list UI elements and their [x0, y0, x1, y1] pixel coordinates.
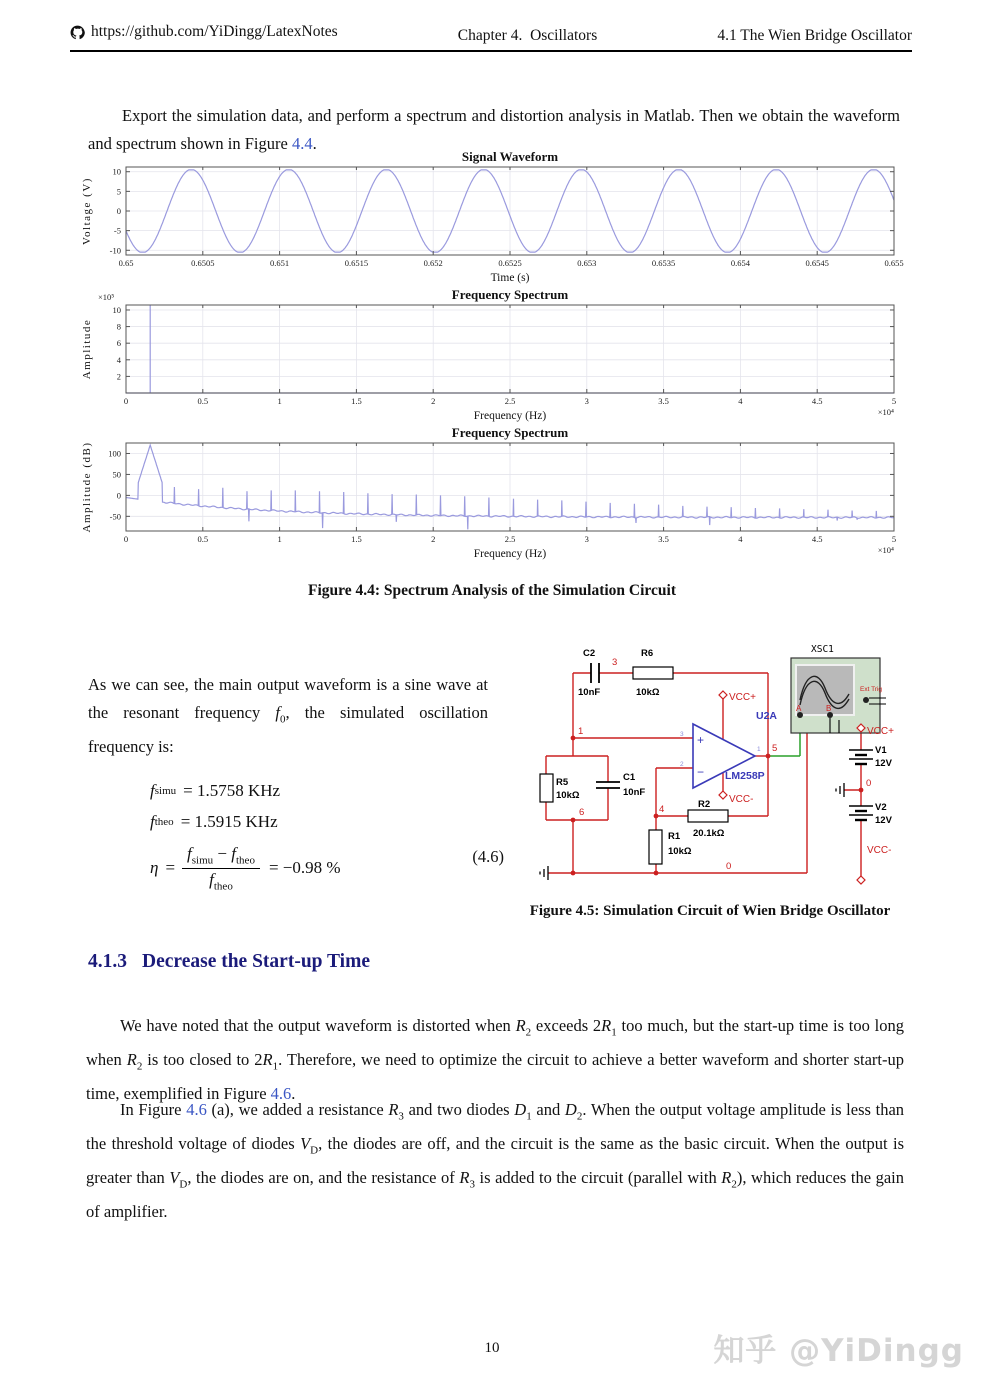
intro-paragraph: Export the simulation data, and perform a spectrum and distortion analysis in Matlab. Then we obtain the waveform and spectrum shown in Figure 4.4. [88, 105, 900, 153]
math-subscript: D [179, 1178, 188, 1191]
r2-label: R2 [698, 799, 711, 810]
svg-text:0.652: 0.652 [423, 258, 443, 268]
node-1: 1 [578, 726, 584, 737]
svg-text:1.5: 1.5 [351, 534, 362, 544]
section-heading [88, 951, 370, 973]
svg-text:4: 4 [738, 534, 743, 544]
vcc-plus-label-supply: VCC+ [867, 726, 894, 737]
theo-subscript: theo [154, 815, 174, 828]
svg-text:6: 6 [116, 338, 121, 349]
math-subscript: 1 [526, 1109, 532, 1122]
equation-fsimu [150, 775, 488, 806]
fraction [182, 844, 260, 892]
svg-text:Frequency (Hz): Frequency (Hz) [473, 410, 547, 422]
svg-text:5: 5 [116, 186, 121, 197]
svg-text:×10⁴: ×10⁴ [877, 545, 894, 555]
resistor-r2 [688, 810, 728, 822]
section-title: 4.1 The Wien Bridge Oscillator [717, 26, 912, 44]
svg-text:100: 100 [108, 448, 121, 459]
r2-value: 20.1kΩ [693, 828, 725, 839]
svg-text:3: 3 [584, 534, 589, 544]
resistor-r5 [540, 774, 553, 802]
r1-label: R1 [668, 831, 681, 842]
startup-paragraph-1: We have noted that the output waveform is distorted when $R_2$ exceeds $2R_1$ too much, but the start-up time is too long when $R_2$ is too closed to $2R_1$. Therefore, we need to optimize the circuit to achieve a better waveform and shorter start-up time, exemplified in Figure 4.6. [86, 1015, 904, 1104]
page-number: 10 [484, 1340, 500, 1356]
svg-text:1.5: 1.5 [351, 396, 362, 406]
svg-text:Voltage (V): Voltage (V) [81, 177, 93, 245]
left-column [88, 671, 504, 899]
figure-4-5-caption: Figure 4.5: Simulation Circuit of Wien Bridge Oscillator [529, 903, 891, 919]
math-subscript: 2 [731, 1178, 737, 1191]
svg-text:Amplitude: Amplitude [81, 318, 93, 380]
scope-channel-a-label: A [796, 704, 802, 713]
watermark: 知乎 @YiDingg [713, 1333, 964, 1369]
capacitor-c2 [591, 663, 599, 683]
section-heading-title: Decrease the Start-up Time [142, 951, 371, 972]
svg-text:4: 4 [116, 354, 121, 365]
c2-label: C2 [583, 648, 596, 659]
math-symbol: R [388, 1099, 399, 1119]
svg-text:0: 0 [123, 534, 129, 544]
svg-text:3.5: 3.5 [658, 534, 669, 544]
battery-v2 [849, 806, 873, 820]
svg-text:0.6535: 0.6535 [651, 258, 676, 268]
equation-4-6 [88, 775, 504, 899]
svg-text:2: 2 [431, 534, 436, 544]
figure-link[interactable]: 4.6 [270, 1084, 292, 1104]
opamp-pin-1: 1 [757, 746, 761, 753]
node-3: 3 [612, 657, 618, 668]
svg-text:2: 2 [431, 396, 436, 406]
math-subscript: 3 [398, 1109, 404, 1122]
vcc-minus-label-opamp: VCC- [729, 794, 754, 805]
svg-text:×10⁵: ×10⁵ [98, 292, 115, 302]
resistor-r6 [633, 667, 673, 679]
opamp-pin-3: 3 [680, 731, 684, 738]
page-header [70, 23, 912, 45]
math-subscript: 2 [136, 1060, 143, 1073]
svg-text:Amplitude (dB): Amplitude (dB) [81, 441, 93, 533]
chapter-title: Chapter 4. Oscillators [457, 26, 598, 44]
svg-text:0.65: 0.65 [118, 258, 134, 268]
equation-ftheo [150, 806, 488, 837]
opamp-pin-2: 2 [680, 761, 684, 768]
svg-text:2.5: 2.5 [504, 396, 516, 406]
fraction-denominator: $f_{theo}$ [209, 869, 233, 893]
opamp-plus-input: + [697, 733, 705, 747]
c1-value: 10nF [623, 787, 646, 798]
vcc-plus-label-opamp: VCC+ [729, 692, 756, 703]
svg-text:8: 8 [116, 321, 121, 332]
fsimu-value: = 1.5758 KHz [183, 780, 281, 800]
svg-text:0.5: 0.5 [197, 534, 209, 544]
svg-text:0.6515: 0.6515 [344, 258, 369, 268]
svg-text:-5: -5 [113, 225, 121, 236]
svg-text:0: 0 [123, 396, 129, 406]
svg-text:4.5: 4.5 [811, 534, 823, 544]
ftheo-value: = 1.5915 KHz [180, 811, 278, 831]
section-number: 4.1.3 [88, 951, 127, 972]
chart-frequency-spectrum-amplitude [80, 288, 910, 422]
battery-v1 [849, 750, 873, 764]
node-5: 5 [772, 743, 778, 754]
figure-link[interactable]: 4.4 [291, 133, 313, 153]
scope-terminal-ext [863, 697, 869, 703]
math-symbol: R [721, 1168, 732, 1188]
math-symbol: R [262, 1049, 273, 1069]
svg-text:×10⁴: ×10⁴ [877, 407, 894, 417]
repo-url: https://github.com/YiDingg/LatexNotes [91, 23, 338, 40]
node-0-ground: 0 [726, 861, 732, 872]
svg-text:0.6505: 0.6505 [191, 258, 215, 268]
math-symbol: R [126, 1049, 137, 1069]
math-symbol: D [514, 1099, 527, 1119]
svg-text:Frequency Spectrum: Frequency Spectrum [451, 288, 569, 302]
svg-text:10: 10 [112, 304, 121, 315]
svg-text:0: 0 [116, 490, 121, 501]
r1-value: 10kΩ [668, 846, 692, 857]
equals-sign: = [165, 858, 176, 878]
svg-text:3: 3 [584, 396, 589, 406]
svg-text:-10: -10 [109, 245, 121, 256]
oscilloscope-xsc1 [791, 658, 886, 733]
svg-text:0.6545: 0.6545 [805, 258, 829, 268]
node-4: 4 [659, 804, 665, 815]
svg-text:1: 1 [277, 396, 282, 406]
math-symbol: R [515, 1015, 526, 1035]
svg-text:0.654: 0.654 [730, 258, 750, 268]
v2-value: 12V [875, 815, 892, 826]
ground-symbol [540, 783, 844, 880]
vcc-minus-label-supply: VCC- [867, 845, 892, 856]
svg-text:4.5: 4.5 [811, 396, 823, 406]
node-6: 6 [579, 807, 585, 818]
eta-value: = −0.98 % [268, 858, 341, 878]
math-subscript: 2 [576, 1109, 583, 1122]
svg-text:0.6525: 0.6525 [498, 258, 522, 268]
math-symbol: D [564, 1099, 577, 1119]
equation-eta [150, 837, 488, 899]
math-symbol: f [275, 703, 280, 722]
r6-value: 10kΩ [636, 687, 660, 698]
fraction-numerator: $f_{simu} - f_{theo}$ [182, 844, 260, 868]
figure-link[interactable]: 4.6 [186, 1099, 207, 1119]
math-symbol: V [169, 1168, 180, 1188]
v1-label: V1 [875, 745, 887, 756]
node-0-supply: 0 [866, 778, 872, 789]
svg-text:5: 5 [891, 396, 897, 406]
math-subscript: 1 [611, 1025, 617, 1038]
svg-text:3.5: 3.5 [658, 396, 669, 406]
svg-text:-50: -50 [109, 511, 121, 522]
math-subscript: 1 [272, 1060, 279, 1073]
math-symbol: R [601, 1015, 612, 1035]
svg-text:0.651: 0.651 [270, 258, 290, 268]
svg-text:0.653: 0.653 [577, 258, 597, 268]
github-icon [70, 25, 85, 40]
chart-frequency-spectrum-db [80, 426, 910, 560]
opamp-minus-input: − [697, 765, 705, 779]
r5-value: 10kΩ [556, 790, 580, 801]
capacitor-c1 [596, 782, 620, 788]
math-subscript: 0 [279, 713, 286, 726]
svg-text:Frequency Spectrum: Frequency Spectrum [451, 426, 569, 440]
header-rule [70, 50, 912, 52]
svg-text:Time (s): Time (s) [490, 272, 530, 284]
svg-text:10: 10 [112, 166, 121, 177]
math-symbol: R [459, 1168, 470, 1188]
svg-text:50: 50 [112, 469, 121, 480]
v1-value: 12V [875, 758, 892, 769]
math-symbol: V [300, 1133, 311, 1153]
svg-text:2: 2 [116, 371, 121, 382]
startup-paragraph-2: In Figure 4.6 (a), we added a resistance $R_3$ and two diodes $D_1$ and $D_2$. When the output voltage amplitude is less than the threshold voltage of diodes $V_D$, the diodes are off, and the circuit is the same as the basic circuit. When the output is greater than $V_D$, the diodes are on, and the resistance of $R_3$ is added to the circuit (parallel with $R_2$), which reduces the gain of amplifier. [86, 1099, 905, 1222]
opamp-part: LM258P [725, 770, 765, 782]
opamp-ref: U2A [756, 710, 778, 722]
svg-text:2.5: 2.5 [504, 534, 516, 544]
f-symbol: f [150, 780, 155, 800]
scope-name: XSC1 [811, 644, 834, 655]
figure-4-4-caption: Figure 4.4: Spectrum Analysis of the Simulation Circuit [308, 582, 676, 599]
svg-text:5: 5 [891, 534, 897, 544]
r5-label: R5 [556, 777, 569, 788]
equation-number: (4.6) [472, 847, 504, 867]
svg-text:4: 4 [738, 396, 743, 406]
c1-label: C1 [623, 772, 636, 783]
c2-value: 10nF [578, 687, 601, 698]
f-symbol: f [150, 811, 155, 831]
math-subscript: 3 [469, 1178, 475, 1191]
svg-text:Signal Waveform: Signal Waveform [461, 150, 559, 164]
resistor-r1 [649, 830, 662, 864]
scope-channel-b-label: B [826, 704, 832, 713]
math-subscript: D [310, 1144, 319, 1157]
scope-ext-trig-label: Ext Trig [860, 686, 883, 693]
chart-signal-waveform [80, 150, 910, 284]
simu-subscript: simu [154, 784, 177, 797]
figure-4-5-circuit [528, 638, 920, 911]
svg-text:0.655: 0.655 [884, 258, 904, 268]
svg-text:1: 1 [277, 534, 282, 544]
r6-label: R6 [641, 648, 654, 659]
svg-text:0.5: 0.5 [197, 396, 209, 406]
repo-link[interactable] [70, 23, 338, 41]
math-subscript: 2 [525, 1025, 532, 1038]
svg-text:0: 0 [116, 206, 121, 216]
eta-symbol: η [150, 858, 159, 878]
v2-label: V2 [875, 802, 887, 813]
observation-paragraph: As we can see, the main output waveform is a sine wave at the resonant frequency $f_0$, the simulated oscillation frequency is: [88, 675, 488, 757]
svg-text:Frequency (Hz): Frequency (Hz) [473, 548, 547, 560]
